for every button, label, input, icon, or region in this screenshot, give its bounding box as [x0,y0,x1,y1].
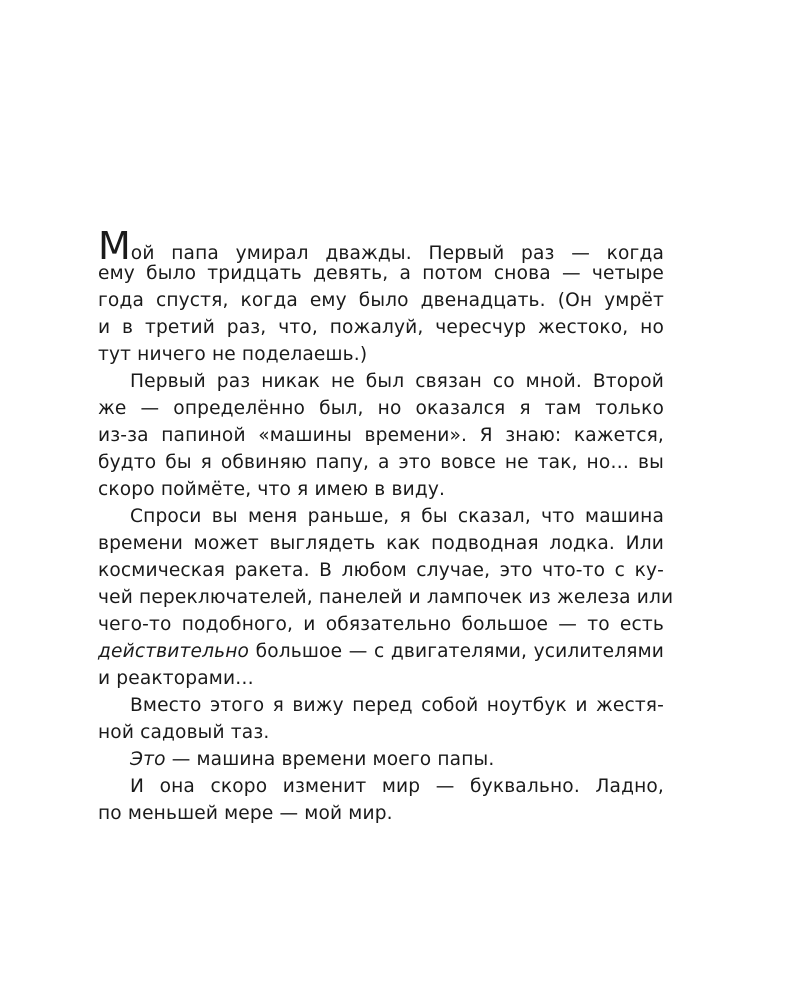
text-line [98,224,664,268]
text-line: скоро поймёте, что я имею в виду. [98,479,446,500]
paragraph-5 [98,746,664,773]
text-line: и реакторами… [98,668,254,689]
text-line: же — определённо был, но оказался я там только [98,398,664,419]
book-page-text [98,224,674,827]
italic-emphasis: Это [130,749,166,770]
text-line: времени может выглядеть как подводная лодка. Или [98,533,664,554]
paragraph-4 [98,692,664,746]
text-line [98,638,664,665]
paragraph-3 [98,503,674,692]
italic-emphasis: действительно [98,641,250,662]
text-line: по меньшей мере — мой мир. [98,803,393,824]
paragraph-6 [98,773,664,827]
text-line: тут ничего не поделаешь.) [98,344,368,365]
text-line: чей переключателей, панелей и лампочек из железа или [98,587,674,608]
text-line: года спустя, когда ему было двенадцать. (Он умрёт [98,290,664,311]
text-line: ной садовый таз. [98,722,270,743]
text-line: из-за папиной «машины времени». Я знаю: кажется, [98,425,664,446]
text-line: ему было тридцать девять, а потом снова — четыре [98,263,664,284]
text-line: Первый раз никак не был связан со мной. Второй [130,371,664,392]
text-line: Спроси вы меня раньше, я бы сказал, что машина [130,506,664,527]
text-line: чего-то подобного, и обязательно большое — то есть [98,614,664,635]
text-line: И она скоро изменит мир — буквально. Ладно, [130,776,664,797]
text-line: Вместо этого я вижу перед собой ноутбук и жестя- [130,695,664,716]
drop-cap: М [98,224,131,268]
paragraph-2 [98,368,664,503]
paragraph-1 [98,224,664,368]
text-line: и в третий раз, что, пожалуй, чересчур жестоко, но [98,317,664,338]
text-line: будто бы я обвиняю папу, а это вовсе не так, но… вы [98,452,664,473]
text-span: — машина времени моего папы. [165,749,495,770]
text-span: большое — с двигателями, усилителями [249,641,664,662]
text-line [98,746,664,773]
text-span: ой папа умирал дважды. Первый раз — когда [130,243,664,264]
text-line: космическая ракета. В любом случае, это что-то с ку- [98,560,664,581]
